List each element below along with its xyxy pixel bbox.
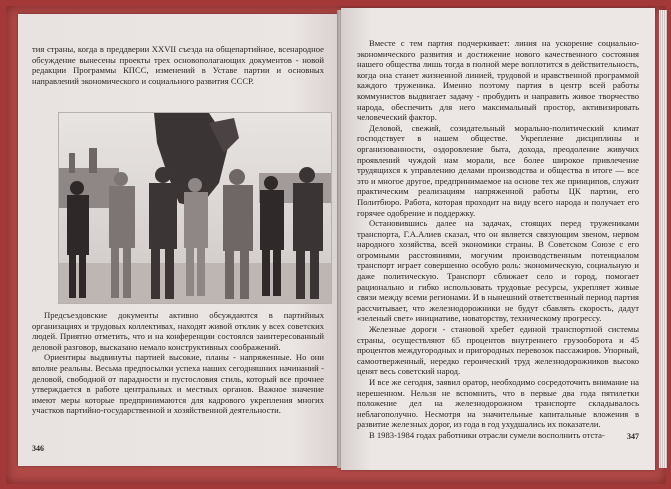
left-top-text: [32, 44, 324, 86]
left-page-number: 346: [32, 444, 44, 453]
right-page: [341, 8, 655, 470]
left-paragraph: Предсъездовские документы активно обсуждаются в партийных организациях и трудовых коллективах, находят живой отклик у всех советских людей. Приятно отметить, что и на конференции состоялся заинтересованный деловой разговор, высказано немало конструктивных соображений.: [32, 310, 324, 352]
officials-photo: [58, 112, 332, 304]
left-page: [18, 14, 340, 466]
left-bottom-text: [32, 310, 324, 416]
right-paragraph: Железные дороги - становой хребет единой транспортной системы страны, осуществляют 65 процентов внутреннего грузооборота и 45 процентов междугородных и пригородных перевозок пассажиров. Упорный, самоотверженный, нередко героический труд железнодорожников высоко ценят весь советский народ.: [357, 324, 639, 377]
page-edges: [659, 10, 667, 468]
right-paragraph: Деловой, свежий, созидательный морально-политический климат господствует в нашем обществе. Укрепление дисциплины и организованности, оздоровление быта, дохода, преодоление живучих проявлений чуждой нам морали, все более широкое привлечение трудящихся к управлению делами производства и общества в итоге — все это и многое другое, предпринимаемое на основе тех же принципов, служит практическим реализациям напряженной работы ЦК партии, его Политбюро. Работа, которая проходит на виду всего народа и получает его горячее одобрение и поддержку.: [357, 122, 639, 218]
right-page-number: 347: [627, 432, 639, 441]
left-paragraph: Ориентиры выдвинуты партией высокие, планы - напряженные. Но они вполне реальны. Весьма предпосылки успеха наших сегодняшних начинаний - деловой, свободной от парадности и пустословия стиль, который все прочнее утверждается в работе центральных и местных органов. Важное значение имеют меры которые предпринимаются для кадрового укрепления многих участков партийно-государственной и хозяйственной деятельности.: [32, 352, 324, 416]
right-paragraph: Остановившись далее на задачах, стоящих перед тружениками транспорта, Г.А.Алиев сказал, что он является связующим звеном, нервом народного хозяйства, всей экономики страны. В Советском Союзе с его огромными расстояниями, могучим производственным потенциалом транспорт играет совершенно особую роль: экономическую, социальную и даже политическую. Транспорт сближает село и город, помогает рационально и гибко использовать трудовые ресурсы, укрепляет живые связи между всеми регионами. И в нынешний ответственный период партия рассчитывает, что железнодорожники не будут сбавлять скорость, дадут «зеленый свет» инициативе, новаторству, техническому прогрессу.: [357, 218, 639, 324]
left-top-paragraph: тия страны, когда в преддверии XXVII съезда на общепартийное, всенародное обсуждение вынесены проекты трех основополагающих документов - новой редакции Программы КПСС, изменений в Уставе партии и основных направлений экономического и социального развития СССР.: [32, 44, 324, 86]
right-paragraph: Вместе с тем партия подчеркивает: линия на ускорение социально-экономического развития и достижение нового качественного состояния нашего общества лишь тогда в полной мере воплотится в действительность, когда она станет жизненной линией, трудовой и нравственной программой каждого труженика. Именно поэтому партия в центр всей работы коммунистов выдвигает задачу - пробудить и направить живое творчество народа, обеспечить для него максимальный простор, активизировать человеческий фактор.: [357, 38, 639, 123]
group-of-officials-photo-icon: [59, 113, 331, 303]
right-text: [357, 38, 639, 441]
right-paragraph: И все же сегодня, заявил оратор, необходимо сосредоточить внимание на нерешенном. Нельзя не вспомнить, что в первые два года пятилетки положение дел на железнодорожном транспорте складывалось неблагополучно. Несмотря на значительные капитальные вложения в развитие железных дорог, из года в год ухудшались их показатели.: [357, 377, 639, 430]
right-paragraph: В 1983-1984 годах работники отрасли сумели восполнить отста-: [369, 429, 605, 440]
